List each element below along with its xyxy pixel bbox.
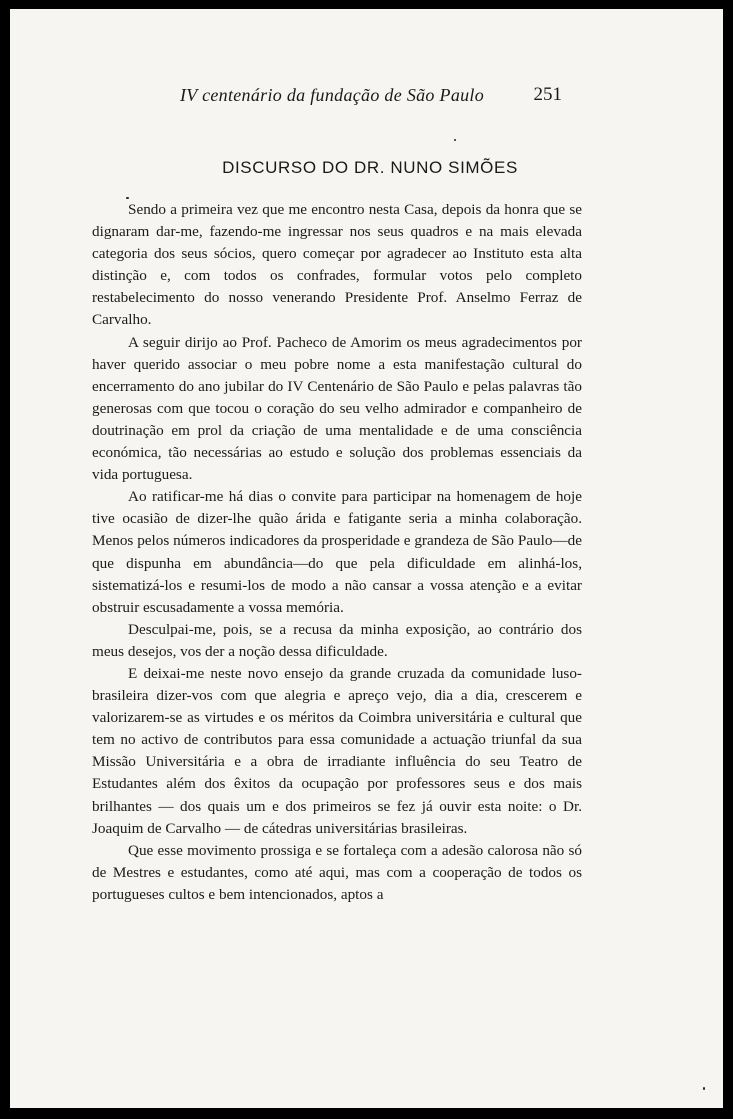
scan-speck bbox=[126, 197, 129, 199]
paragraph: A seguir dirijo ao Prof. Pacheco de Amorim os meus agradecimentos por haver querido associar o meu pobre nome a esta manifestação cultural do encerramento do ano jubilar do IV Centenário de São Paulo e pelas palavras tão generosas com que tocou o coração do seu velho admirador e companheiro de doutrinação em prol da criação de uma mentalidade e de uma consciência económica, tão necessárias ao estudo e solução dos problemas essenciais da vida portuguesa. bbox=[92, 333, 582, 484]
paragraph: Desculpai-me, pois, se a recusa da minha exposição, ao contrário dos meus desejos, vos der a noção dessa dificuldade. bbox=[92, 620, 582, 660]
paragraph: Ao ratificar-me há dias o convite para participar na homenagem de hoje tive ocasião de dizer-lhe quão árida e fatigante seria a minha colaboração. Menos pelos números indicadores da prosperidade e grandeza de São Paulo—de que dispunha em abundância—do que pela dificuldade em alinhá-los, sistematizá-los e resumi-los de modo a não cansar a vossa atenção e a evitar obstruir escusadamente a vossa memória. bbox=[92, 488, 582, 616]
paragraph: Que esse movimento prossiga e se fortaleça com a adesão calorosa não só de Mestres e estudantes, como até aqui, mas com a cooperação de todos os portugueses cultos e bem intencionados, aptos a bbox=[92, 841, 582, 903]
paragraph: E deixai-me neste novo ensejo da grande cruzada da comunidade luso-brasileira dizer-vos com que alegria e apreço vejo, dia a dia, crescerem e valorizarem-se as virtudes e os méritos da Coimbra universitária e cultural que tem no activo de contributos para essa comunidade a actuação triunfal da sua Missão Universitária e a obra de irradiante influência do seu Teatro de Estudantes além dos êxitos da ocupação por professores seus e dos mais brilhantes — dos quais um e dos primeiros se fez já ouvir esta noite: o Dr. Joaquim de Carvalho — de cátedras universitárias brasileiras. bbox=[92, 664, 582, 837]
speech-title: DISCURSO DO DR. NUNO SIMÕES bbox=[222, 158, 518, 177]
page-number: 251 bbox=[533, 84, 562, 105]
speech-body bbox=[92, 199, 582, 906]
scan-speck bbox=[454, 139, 456, 141]
running-title: IV centenário da fundação de São Paulo bbox=[180, 85, 485, 105]
book-page bbox=[10, 9, 723, 1108]
running-head bbox=[170, 75, 570, 105]
scan-speck bbox=[703, 1087, 705, 1090]
paragraph: Sendo a primeira vez que me encontro nesta Casa, depois da honra que se dignaram dar-me, fazendo-me ingressar nos seus quadros e na mais elevada categoria dos seus sócios, quero começar por agradecer ao Instituto esta alta distinção e, com todos os confrades, formular votos pelo completo restabelecimento do nosso venerando Presidente Prof. Anselmo Ferraz de Carvalho. bbox=[92, 201, 582, 329]
